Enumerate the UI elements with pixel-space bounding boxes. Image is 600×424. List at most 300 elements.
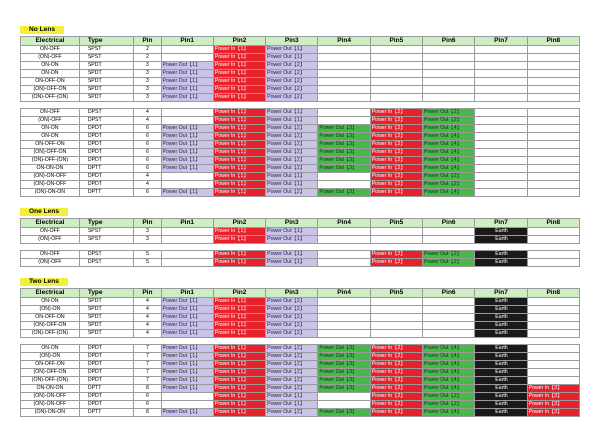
table-row: [21, 157, 580, 165]
pin-cell: [161, 46, 213, 54]
type-cell: DPDT: [79, 369, 133, 377]
type-cell: DPDT: [79, 401, 133, 409]
pin-cell: [161, 54, 213, 62]
pin-cell: Power In【1】: [213, 369, 265, 377]
pin-cell: Power Out【1】: [266, 251, 318, 259]
pin-count-cell: 3: [134, 86, 161, 94]
pin-cell: [527, 298, 579, 306]
pin-cell: Power Out【1】: [161, 62, 213, 70]
pin-count-cell: 6: [134, 189, 161, 197]
pin-cell: [475, 157, 527, 165]
header-cell: Electrical: [21, 289, 80, 298]
pin-count-cell: 7: [134, 361, 161, 369]
electrical-cell: (ON)-ON-OFF: [21, 173, 80, 181]
type-cell: DPTT: [79, 189, 133, 197]
pin-cell: Power In【1】: [213, 189, 265, 197]
pin-cell: Power In【1】: [213, 125, 265, 133]
table-row: [21, 345, 580, 353]
electrical-cell: ON-ON: [21, 133, 80, 141]
pin-cell: Power Out【2】: [423, 173, 475, 181]
pin-cell: Power Out【2】: [266, 94, 318, 102]
pin-cell: Power Out【2】: [266, 353, 318, 361]
pin-cell: Power Out【4】: [423, 141, 475, 149]
pin-cell: [527, 189, 579, 197]
pin-count-cell: 3: [134, 78, 161, 86]
pin-cell: Power Out【1】: [266, 228, 318, 236]
pin-cell: [318, 251, 370, 259]
pin-cell: Power Out【2】: [266, 78, 318, 86]
pin-cell: Power In【1】: [213, 409, 265, 417]
pin-cell: [475, 94, 527, 102]
pin-count-cell: 6: [134, 401, 161, 409]
pin-cell: Power Out【1】: [161, 189, 213, 197]
pin-cell: Power In【1】: [213, 361, 265, 369]
electrical-cell: (ON)-OFF-ON: [21, 322, 80, 330]
pin-cell: Power Out【4】: [423, 377, 475, 385]
pin-cell: Power Out【1】: [161, 361, 213, 369]
electrical-cell: ON-OFF: [21, 251, 80, 259]
type-cell: DPST: [79, 259, 133, 267]
pin-cell: Power Out【3】: [318, 409, 370, 417]
group-gap: [21, 338, 580, 345]
pin-count-cell: 6: [134, 141, 161, 149]
pin-count-cell: 6: [134, 165, 161, 173]
pin-cell: Power In【2】: [370, 181, 422, 189]
pin-cell: [527, 181, 579, 189]
table-row: [21, 259, 580, 267]
type-cell: SPDT: [79, 94, 133, 102]
pin-cell: Power Out【1】: [266, 109, 318, 117]
pin-cell: [318, 173, 370, 181]
pin-cell: Power In【2】: [370, 141, 422, 149]
electrical-cell: (ON)-OFF: [21, 54, 80, 62]
header-cell: Pin1: [161, 37, 213, 46]
header-cell: Pin5: [370, 219, 422, 228]
pin-cell: Power Out【3】: [318, 165, 370, 173]
section-label: Two Lens: [20, 278, 68, 286]
pin-cell: [527, 236, 579, 244]
pin-cell: [318, 259, 370, 267]
header-cell: Pin7: [475, 219, 527, 228]
pin-cell: Power Out【2】: [423, 401, 475, 409]
table-row: [21, 181, 580, 189]
header-cell: Pin: [134, 37, 161, 46]
pin-cell: [527, 353, 579, 361]
pin-cell: Power Out【1】: [161, 345, 213, 353]
pin-cell: Power Out【4】: [423, 125, 475, 133]
pin-cell: Power Out【1】: [161, 165, 213, 173]
header-cell: Electrical: [21, 219, 80, 228]
table-row: [21, 251, 580, 259]
pin-cell: Power In【1】: [213, 251, 265, 259]
pin-count-cell: 7: [134, 369, 161, 377]
pin-cell: [423, 314, 475, 322]
pin-cell: Power Out【4】: [423, 369, 475, 377]
pin-cell: Power Out【1】: [266, 181, 318, 189]
pin-cell: [475, 189, 527, 197]
pin-cell: [527, 70, 579, 78]
table-row: [21, 385, 580, 393]
pin-cell: [475, 173, 527, 181]
header-cell: Pin3: [266, 37, 318, 46]
table-row: [21, 109, 580, 117]
header-cell: Pin6: [423, 37, 475, 46]
pin-cell: [423, 298, 475, 306]
pin-cell: [527, 361, 579, 369]
pin-cell: [161, 117, 213, 125]
pin-table: [20, 288, 580, 417]
pin-cell: Power Out【2】: [423, 109, 475, 117]
electrical-cell: ON-OFF: [21, 109, 80, 117]
pin-cell: Power In【2】: [370, 393, 422, 401]
pin-cell: Power Out【2】: [266, 322, 318, 330]
type-cell: DPDT: [79, 353, 133, 361]
pin-cell: Power In【1】: [213, 330, 265, 338]
table-row: [21, 236, 580, 244]
pin-cell: Power Out【1】: [161, 298, 213, 306]
pin-cell: Power In【1】: [213, 133, 265, 141]
table-row: [21, 298, 580, 306]
pin-cell: [527, 165, 579, 173]
type-cell: DPDT: [79, 377, 133, 385]
pin-cell: Power In【1】: [213, 141, 265, 149]
pin-cell: Power Out【1】: [161, 125, 213, 133]
electrical-cell: (ON)-OFF-ON: [21, 149, 80, 157]
pin-cell: Earth: [475, 306, 527, 314]
pin-cell: Power Out【1】: [266, 393, 318, 401]
pin-cell: [423, 322, 475, 330]
header-cell: Pin2: [213, 289, 265, 298]
pin-cell: [318, 228, 370, 236]
pin-cell: [527, 228, 579, 236]
pin-cell: Power Out【2】: [423, 393, 475, 401]
type-cell: DPST: [79, 117, 133, 125]
pin-cell: [161, 173, 213, 181]
pin-count-cell: 8: [134, 385, 161, 393]
header-cell: Type: [79, 219, 133, 228]
electrical-cell: (ON)-OFF-ON: [21, 369, 80, 377]
table-row: [21, 377, 580, 385]
pin-cell: [475, 181, 527, 189]
pin-cell: [423, 46, 475, 54]
pin-cell: Earth: [475, 369, 527, 377]
pin-cell: Power Out【4】: [423, 189, 475, 197]
pin-cell: [370, 228, 422, 236]
pin-cell: Power Out【4】: [423, 133, 475, 141]
pin-count-cell: 4: [134, 306, 161, 314]
pin-cell: [475, 78, 527, 86]
pin-cell: Power Out【4】: [423, 165, 475, 173]
table-row: [21, 306, 580, 314]
pin-count-cell: 5: [134, 251, 161, 259]
pin-count-cell: 6: [134, 157, 161, 165]
pin-cell: Power Out【3】: [318, 361, 370, 369]
pin-cell: Power Out【1】: [161, 377, 213, 385]
type-cell: SPDT: [79, 62, 133, 70]
pin-cell: Power In【2】: [370, 409, 422, 417]
electrical-cell: ON-ON: [21, 62, 80, 70]
pin-cell: Earth: [475, 345, 527, 353]
pin-cell: Power In【1】: [213, 314, 265, 322]
electrical-cell: ON-ON: [21, 345, 80, 353]
pin-count-cell: 3: [134, 236, 161, 244]
pin-cell: [370, 94, 422, 102]
pin-cell: Power In【1】: [213, 117, 265, 125]
pin-cell: Power In【1】: [213, 298, 265, 306]
pin-cell: Power Out【3】: [318, 133, 370, 141]
header-row: [21, 289, 580, 298]
pin-cell: [161, 251, 213, 259]
type-cell: DPTT: [79, 165, 133, 173]
pin-cell: Power In【2】: [370, 401, 422, 409]
pin-count-cell: 3: [134, 70, 161, 78]
pin-cell: [370, 46, 422, 54]
electrical-cell: ON-ON-ON: [21, 165, 80, 173]
pin-count-cell: 2: [134, 46, 161, 54]
header-row: [21, 37, 580, 46]
type-cell: DPTT: [79, 409, 133, 417]
pin-cell: Power Out【1】: [266, 236, 318, 244]
pin-cell: Power Out【2】: [266, 62, 318, 70]
pin-cell: Power In【2】: [370, 157, 422, 165]
header-cell: Pin7: [475, 289, 527, 298]
pin-count-cell: 6: [134, 125, 161, 133]
header-cell: Pin4: [318, 289, 370, 298]
pin-cell: [161, 393, 213, 401]
table-row: [21, 401, 580, 409]
pin-cell: [423, 330, 475, 338]
pin-cell: Power Out【2】: [266, 345, 318, 353]
header-cell: Pin6: [423, 289, 475, 298]
pin-cell: Power Out【2】: [266, 70, 318, 78]
pin-count-cell: 7: [134, 353, 161, 361]
pin-cell: [527, 173, 579, 181]
pin-cell: Power Out【1】: [161, 353, 213, 361]
pin-cell: Earth: [475, 361, 527, 369]
electrical-cell: ON-OFF-ON: [21, 361, 80, 369]
pin-cell: Earth: [475, 259, 527, 267]
table-row: [21, 70, 580, 78]
pin-cell: Power In【3】: [527, 401, 579, 409]
pin-cell: [370, 314, 422, 322]
electrical-cell: (ON)-ON-ON: [21, 409, 80, 417]
pin-cell: [475, 149, 527, 157]
pin-cell: [527, 86, 579, 94]
table-row: [21, 173, 580, 181]
pin-cell: Power Out【2】: [266, 369, 318, 377]
pin-count-cell: 6: [134, 133, 161, 141]
pin-count-cell: 4: [134, 298, 161, 306]
pin-cell: [527, 62, 579, 70]
pin-cell: Earth: [475, 353, 527, 361]
electrical-cell: (ON)-OFF-ON: [21, 86, 80, 94]
pin-cell: Power In【1】: [213, 62, 265, 70]
header-cell: Pin3: [266, 289, 318, 298]
pin-cell: Power In【1】: [213, 385, 265, 393]
pin-cell: Power Out【2】: [423, 251, 475, 259]
pin-cell: Power In【2】: [370, 149, 422, 157]
header-row: [21, 219, 580, 228]
pin-cell: Earth: [475, 393, 527, 401]
electrical-cell: (ON)-OFF-(ON): [21, 377, 80, 385]
pin-cell: Power Out【3】: [318, 369, 370, 377]
table-row: [21, 78, 580, 86]
header-cell: Type: [79, 289, 133, 298]
type-cell: DPDT: [79, 125, 133, 133]
pin-cell: [527, 330, 579, 338]
pin-cell: [527, 133, 579, 141]
section-label: One Lens: [20, 208, 68, 216]
pin-cell: Power In【1】: [213, 377, 265, 385]
pin-cell: Power Out【1】: [161, 157, 213, 165]
pin-cell: [318, 109, 370, 117]
pin-cell: [475, 125, 527, 133]
table-row: [21, 125, 580, 133]
pin-cell: Power In【2】: [370, 361, 422, 369]
pin-cell: Power Out【1】: [266, 117, 318, 125]
pin-table: [20, 218, 580, 267]
pin-cell: [318, 298, 370, 306]
type-cell: DPDT: [79, 157, 133, 165]
pin-cell: [527, 94, 579, 102]
pin-cell: Power Out【2】: [266, 361, 318, 369]
type-cell: DPDT: [79, 181, 133, 189]
pin-cell: Power Out【2】: [266, 125, 318, 133]
pin-cell: [423, 228, 475, 236]
pin-cell: Power Out【2】: [266, 133, 318, 141]
type-cell: SPDT: [79, 306, 133, 314]
header-cell: Type: [79, 37, 133, 46]
electrical-cell: ON-ON: [21, 70, 80, 78]
pin-cell: [423, 78, 475, 86]
pin-cell: Power Out【4】: [423, 385, 475, 393]
pin-count-cell: 4: [134, 173, 161, 181]
pin-cell: [370, 78, 422, 86]
pin-cell: Power Out【4】: [423, 149, 475, 157]
table-row: [21, 228, 580, 236]
pin-cell: [370, 86, 422, 94]
pin-cell: Power Out【3】: [318, 377, 370, 385]
pin-cell: Power In【2】: [370, 189, 422, 197]
pin-cell: [475, 54, 527, 62]
pin-cell: Power Out【2】: [266, 157, 318, 165]
pin-cell: Power Out【3】: [318, 345, 370, 353]
pin-cell: [370, 330, 422, 338]
table-row: [21, 361, 580, 369]
pin-cell: Power Out【2】: [266, 409, 318, 417]
pin-cell: Power Out【3】: [318, 189, 370, 197]
pin-cell: [475, 109, 527, 117]
pin-cell: Power Out【2】: [266, 149, 318, 157]
pin-cell: [527, 109, 579, 117]
header-cell: Pin1: [161, 219, 213, 228]
type-cell: DPTT: [79, 385, 133, 393]
pin-cell: Power In【2】: [370, 251, 422, 259]
pin-cell: Power In【3】: [527, 409, 579, 417]
pin-cell: [318, 322, 370, 330]
electrical-cell: ON-OFF: [21, 46, 80, 54]
pin-cell: Power In【1】: [213, 259, 265, 267]
pin-cell: [318, 94, 370, 102]
pin-cell: Power In【1】: [213, 228, 265, 236]
pin-cell: [161, 236, 213, 244]
electrical-cell: ON-ON-ON: [21, 385, 80, 393]
type-cell: SPDT: [79, 314, 133, 322]
header-cell: Pin4: [318, 37, 370, 46]
pin-cell: Power Out【1】: [161, 385, 213, 393]
header-cell: Pin8: [527, 289, 579, 298]
pin-cell: Power Out【1】: [266, 173, 318, 181]
pin-cell: Power In【2】: [370, 165, 422, 173]
pin-cell: Power Out【2】: [266, 165, 318, 173]
pin-cell: Power In【1】: [213, 109, 265, 117]
pin-cell: [318, 401, 370, 409]
pin-cell: [318, 86, 370, 94]
pin-cell: Power Out【1】: [161, 149, 213, 157]
type-cell: SPST: [79, 46, 133, 54]
pin-cell: Power Out【1】: [266, 401, 318, 409]
pin-cell: Power In【2】: [370, 345, 422, 353]
type-cell: DPDT: [79, 393, 133, 401]
table-row: [21, 141, 580, 149]
pin-cell: [318, 62, 370, 70]
pin-cell: [527, 259, 579, 267]
pin-cell: Power In【2】: [370, 109, 422, 117]
pin-count-cell: 2: [134, 54, 161, 62]
pin-cell: Earth: [475, 409, 527, 417]
pin-cell: [318, 330, 370, 338]
header-cell: Pin2: [213, 219, 265, 228]
pin-cell: Power Out【1】: [266, 46, 318, 54]
table-row: [21, 409, 580, 417]
pin-count-cell: 7: [134, 345, 161, 353]
electrical-cell: ON-OFF-ON: [21, 141, 80, 149]
pin-count-cell: 3: [134, 62, 161, 70]
header-cell: Pin: [134, 219, 161, 228]
header-cell: Electrical: [21, 37, 80, 46]
pin-cell: [161, 401, 213, 409]
pin-cell: Power In【1】: [213, 173, 265, 181]
electrical-cell: ON-ON: [21, 125, 80, 133]
pin-count-cell: 7: [134, 377, 161, 385]
electrical-cell: ON-ON: [21, 298, 80, 306]
pin-cell: Power In【1】: [213, 306, 265, 314]
pin-cell: [527, 117, 579, 125]
pin-cell: [161, 228, 213, 236]
type-cell: SPST: [79, 54, 133, 62]
pin-cell: [318, 117, 370, 125]
pin-cell: Earth: [475, 298, 527, 306]
pin-cell: Power Out【1】: [161, 322, 213, 330]
type-cell: DPDT: [79, 361, 133, 369]
type-cell: SPDT: [79, 86, 133, 94]
pin-cell: Power Out【2】: [266, 141, 318, 149]
pin-cell: [161, 181, 213, 189]
group-gap: [21, 244, 580, 251]
pin-cell: Power Out【1】: [161, 369, 213, 377]
type-cell: SPDT: [79, 330, 133, 338]
pin-cell: [318, 70, 370, 78]
pin-cell: Earth: [475, 330, 527, 338]
pin-cell: [527, 157, 579, 165]
pin-cell: Earth: [475, 236, 527, 244]
pin-cell: Power In【1】: [213, 165, 265, 173]
header-cell: Pin6: [423, 219, 475, 228]
pin-cell: Power In【3】: [527, 385, 579, 393]
pin-cell: Power In【1】: [213, 236, 265, 244]
type-cell: SPDT: [79, 78, 133, 86]
wiring-sheet: [20, 18, 580, 417]
